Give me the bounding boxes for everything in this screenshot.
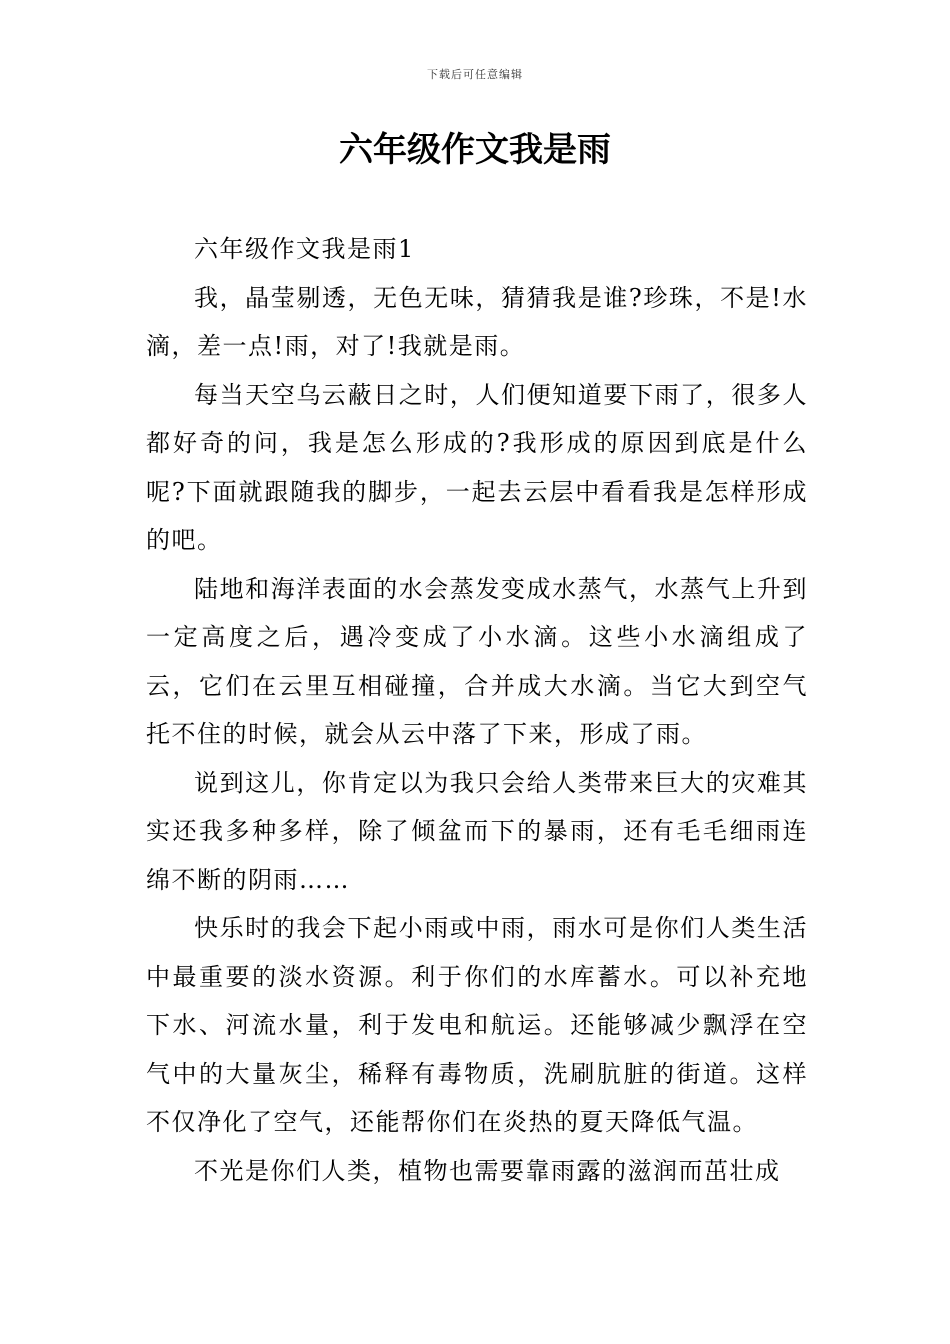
paragraph: 每当天空乌云蔽日之时，人们便知道要下雨了，很多人都好奇的问，我是怎么形成的?我形成的原因到底是什么呢?下面就跟随我的脚步，一起去云层中看看我是怎样形成的吧。	[146, 380, 808, 554]
document-title: 六年级作文我是雨	[339, 130, 611, 170]
paragraph: 陆地和海洋表面的水会蒸发变成水蒸气，水蒸气上升到一定高度之后，遇冷变成了小水滴。这些小水滴组成了云，它们在云里互相碰撞，合并成大水滴。当它大到空气托不住的时候，就会从云中落了下来，形成了雨。	[146, 574, 808, 748]
paragraph: 说到这儿，你肯定以为我只会给人类带来巨大的灾难其实还我多种多样，除了倾盆而下的暴雨，还有毛毛细雨连绵不断的阴雨……	[146, 768, 808, 894]
paragraph: 我，晶莹剔透，无色无味，猜猜我是谁?珍珠，不是!水滴，差一点!雨，对了!我就是雨。	[146, 283, 808, 360]
paragraph: 快乐时的我会下起小雨或中雨，雨水可是你们人类生活中最重要的淡水资源。利于你们的水库蓄水。可以补充地下水、河流水量，利于发电和航运。还能够减少飘浮在空气中的大量灰尘，稀释有毒物质，洗刷肮脏的街道。这样不仅净化了空气，还能帮你们在炎热的夏天降低气温。	[146, 914, 808, 1136]
document-body	[146, 225, 808, 1195]
paragraph: 不光是你们人类，植物也需要靠雨露的滋润而茁壮成	[194, 1156, 781, 1185]
header-note: 下载后可任意编辑	[427, 68, 523, 81]
paragraph: 六年级作文我是雨1	[194, 235, 415, 263]
